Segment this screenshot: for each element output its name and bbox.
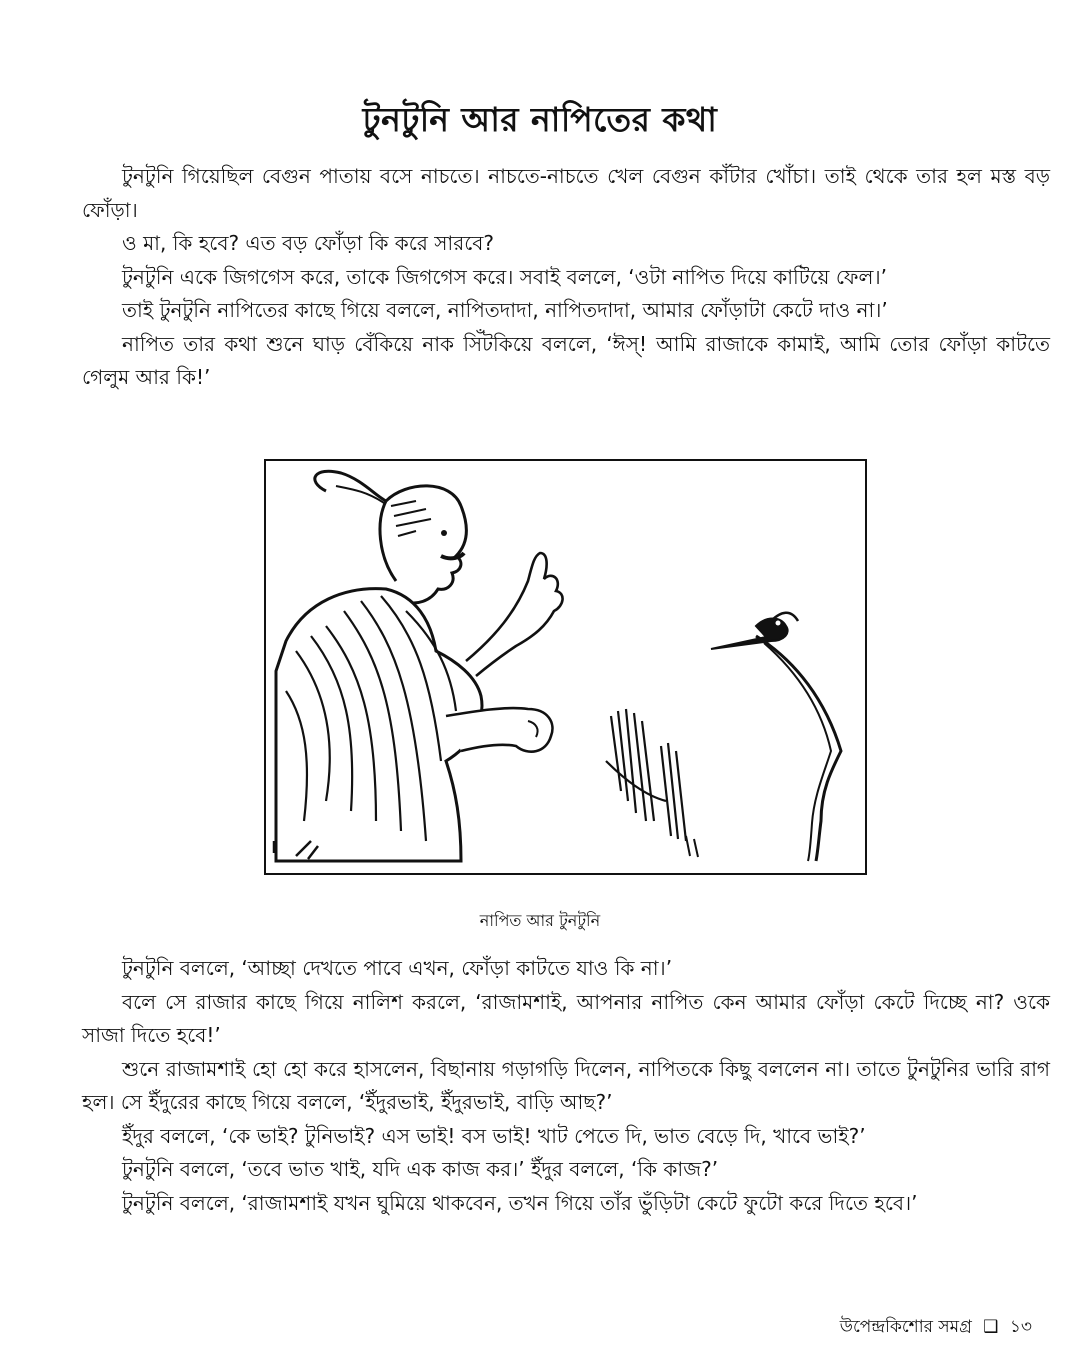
paragraph: ইঁদুর বললে, ‘কে ভাই? টুনিভাই? এস ভাই! বস ভাই! খাট পেতে দি, ভাত বেড়ে দি, খাবে ভাই?’ [122,1123,866,1148]
paragraph: নাপিত তার কথা শুনে ঘাড় বেঁকিয়ে নাক সিঁটকিয়ে বললে, ‘ঈস্! আমি রাজাকে কামাই, আমি তোর ফোঁড়া কাটতে গেলুম আর কি!’ [82,331,1050,389]
illustration-caption: নাপিত আর টুনটুনি [479,911,601,930]
paragraph: তাই টুনটুনি নাপিতের কাছে গিয়ে বললে, নাপিতদাদা, নাপিতদাদা, আমার ফোঁড়াটা কেটে দাও না।’ [122,298,888,322]
paragraph: শুনে রাজামশাই হো হো করে হাসলেন, বিছানায় গড়াগড়ি দিলেন, নাপিতকে কিছু বললেন না। তাতে টুনটুনির ভারি রাগ হল। সে ইঁদুরের কাছে গিয়ে বললে, ‘ইঁদুরভাই, ইঁদুরভাই, বাড়ি আছ?’ [82,1056,1050,1114]
paragraph: টুনটুনি বললে, ‘আচ্ছা দেখতে পাবে এখন, ফোঁড়া কাটতে যাও কি না।’ [122,956,673,980]
story-text-bottom [82,952,1050,1220]
book-title: উপেন্দ্রকিশোর সমগ্র [839,1317,972,1337]
paragraph: টুনটুনি বললে, ‘তবে ভাত খাই, যদি এক কাজ কর।’ ইঁদুর বললে, ‘কি কাজ?’ [122,1157,719,1181]
page-number: ১৩ [1009,1317,1032,1337]
separator-icon: ❑ [983,1317,999,1337]
paragraph: টুনটুনি গিয়েছিল বেগুন পাতায় বসে নাচতে। নাচতে-নাচতে খেল বেগুন কাঁটার খোঁচা। তাই থেকে তার হল মস্ত বড় ফোঁড়া। [82,164,1050,222]
story-text-top [82,160,1050,395]
page-footer [840,1314,1032,1342]
ink-drawing [266,461,864,872]
paragraph: টুনটুনি একে জিগগেস করে, তাকে জিগগেস করে। সবাই বললে, ‘ওটা নাপিত দিয়ে কাটিয়ে ফেল।’ [122,264,887,289]
paragraph: ও মা, কি হবে? এত বড় ফোঁড়া কি করে সারবে? [122,231,494,255]
page-title: টুনটুনি আর নাপিতের কথা [362,100,718,140]
paragraph: বলে সে রাজার কাছে গিয়ে নালিশ করলে, ‘রাজামশাই, আপনার নাপিত কেন আমার ফোঁড়া কেটে দিচ্ছে না? ওকে সাজা দিতে হবে!’ [82,989,1050,1047]
paragraph: টুনটুনি বললে, ‘রাজামশাই যখন ঘুমিয়ে থাকবেন, তখন গিয়ে তাঁর ভুঁড়িটা কেটে ফুটো করে দিতে হবে।’ [122,1190,918,1215]
illustration-barber-and-tailorbird [264,459,867,875]
